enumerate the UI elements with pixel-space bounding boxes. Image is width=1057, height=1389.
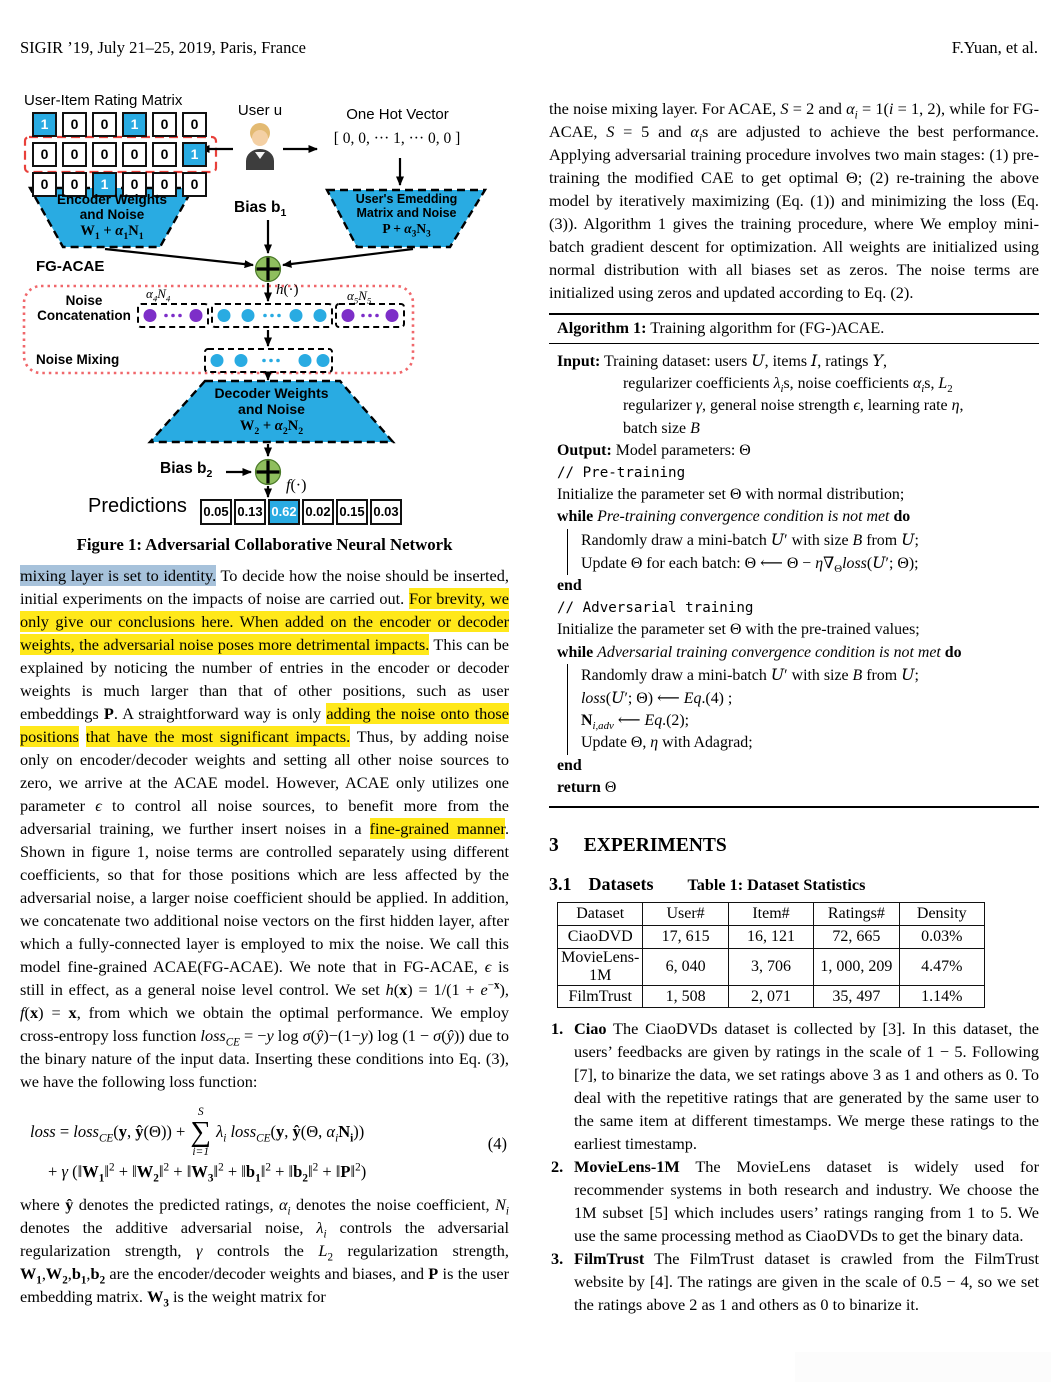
one-hot-label: One Hot Vector: [346, 106, 449, 123]
noise-dot: [269, 359, 273, 363]
bias1-label: Bias $b_1$: [234, 199, 287, 220]
dataset-statistics-table: [557, 902, 985, 1008]
f-function-label: f(·): [286, 477, 307, 494]
noise-dot: [361, 314, 365, 318]
matrix-cell: 0: [122, 142, 147, 167]
matrix-cell: 0: [32, 142, 57, 167]
section-heading-3-1: 3.1 Datasets: [549, 874, 654, 895]
matrix-cell: 0: [122, 172, 147, 197]
decoder-box-label: Decoder Weights and Noise $W_2 + \alpha_2N_2$: [214, 385, 329, 437]
algorithm-1-box: [549, 313, 1039, 808]
fg-acae-label: FG-ACAE: [36, 258, 105, 275]
table-cell: 3, 706: [728, 948, 813, 985]
noise-circle: [314, 309, 327, 322]
algorithm-line: batch size B: [623, 419, 700, 437]
matrix-cell: 1: [92, 172, 117, 197]
noise-dot: [270, 314, 274, 318]
list-item: 1. Ciao The CiaoDVDs dataset is collected by [3]. In this dataset, the users’ feedbacks are given by ratings in the scale of 1 − 5. Following [7], to binarize the data, we set ratings above 3 as 1 and others as 0. To deal with the repetitive ratings that are generated by the same user to the same item at different timestamps. We merge these ratings to the earliest timestamp.: [551, 1019, 1039, 1154]
noise-circle: [242, 309, 255, 322]
table-row: [558, 985, 985, 1008]
table-cell: 0.03%: [899, 925, 984, 948]
algorithm-line: loss(U′; Θ) ⟵ Eq.(4) ;: [567, 687, 1039, 710]
matrix-cell: 0: [152, 112, 177, 137]
table-cell: 17, 615: [643, 925, 728, 948]
matrix-label: User-Item Rating Matrix: [24, 92, 183, 109]
algorithm-line: while Pre-training convergence condition is not met do: [557, 508, 911, 526]
noise-circle: [190, 309, 203, 322]
body-paragraph: mixing layer is set to identity. To decide how the noise should be inserted, initial experiments on the impacts of noise are carried out. For brevity, we only give our conclusions here. When added on the encoder or decoder weights, the adversarial noise poses more detrimental impacts. This can be explained by noticing the number of entries in the encoder or decoder weights is much larger than that of other positions, such as user embeddings P. A straightforward way is only adding the noise onto those positions that have the most significant impacts. Thus, by adding noise only on encoder/decoder weights and setting all other noise sources to zero, we arrive at the ACAE model. However, ACAE only utilizes one parameter ϵ to control all noise sources, to benefit more from the adversarial training, we further insert noises in a fine-grained manner. Shown in figure 1, noise terms are controlled separately using different coefficients, so that for those positions which are less affected by the adversarial noise, a larger noise coefficient should be applied. In addition, we concatenate two additional noise vectors on the first hidden layer, after which a fully-connected layer is employed to mix the noise. We call this model fine-grained ACAE(FG-ACAE). We note that in FG-ACAE, ϵ is still in effect, as a general noise level control. We set $h(x) = 1/(1 + e^{-x})$, f(x) = x, from which we obtain the optimal performance. We employ cross-entropy loss function loss$_{CE}$ = −y log σ(ŷ)−(1−y) log (1 − σ(ŷ)) due to the binary nature of the input data. Inserting these conditions into Eq. (3), we have the following loss function:: [20, 566, 510, 1091]
algorithm-line: Input: Training dataset: users U, items I, ratings Y,: [557, 351, 887, 370]
algorithm-line: Randomly draw a mini-batch U′ with size B from U;: [567, 529, 1039, 552]
predictions-label: Predictions: [88, 495, 187, 517]
noise-circle: [211, 354, 224, 367]
table-cell: 1.14%: [899, 985, 984, 1008]
table-cell: CiaoDVD: [558, 925, 643, 948]
table-cell: 1, 000, 209: [814, 948, 899, 985]
matrix-cell: 0: [62, 172, 87, 197]
table-header-cell: Ratings#: [814, 903, 899, 926]
noise-circle: [386, 309, 399, 322]
add-node-2: [256, 460, 281, 485]
algorithm-line: Randomly draw a mini-batch U′ with size B from U;: [567, 664, 1039, 687]
noise-circle: [144, 309, 157, 322]
algorithm-line: // Pre-training: [557, 465, 686, 482]
algorithm-line: Initialize the parameter set Θ with normal distribution;: [557, 486, 905, 504]
table-cell: MovieLens-1M: [558, 948, 643, 985]
algorithm-line: Initialize the parameter set Θ with the pre-trained values;: [557, 621, 920, 639]
noise-dot: [375, 314, 379, 318]
page-artifact: [795, 1352, 1051, 1382]
prediction-box: 0.02: [302, 499, 334, 525]
one-hot-vector: [ 0, 0, ··· 1, ··· 0, 0 ]: [333, 130, 461, 147]
right-column: [549, 92, 1039, 1316]
noise-concatenation-label: Noise Concatenation: [37, 293, 131, 323]
equation-4: [20, 1106, 509, 1185]
matrix-cell: 0: [92, 112, 117, 137]
bias2-label: Bias $b_2$: [160, 460, 213, 481]
algorithm-body: [549, 344, 1039, 799]
matrix-cell: 0: [92, 142, 117, 167]
list-item-number: 2.: [551, 1157, 564, 1177]
list-item-number: 3.: [551, 1249, 564, 1269]
running-header-left: SIGIR ’19, July 21–25, 2019, Paris, France: [20, 38, 306, 57]
table-cell: 4.47%: [899, 948, 984, 985]
user-avatar-icon: [246, 123, 274, 170]
noise-mixing-box: [205, 349, 332, 372]
prediction-box: 0.05: [200, 499, 232, 525]
figure-caption: Figure 1: Adversarial Collaborative Neural Network: [76, 535, 453, 554]
noise-dot: [263, 314, 267, 318]
table-caption: Table 1: Dataset Statistics: [687, 876, 866, 895]
table-cell: 72, 665: [814, 925, 899, 948]
noise-circles: [144, 309, 399, 367]
noise-circle: [299, 354, 312, 367]
table-cell: 2, 071: [728, 985, 813, 1008]
algorithm-line: while Adversarial training convergence condition is not met do: [557, 643, 962, 661]
table-cell: 35, 497: [814, 985, 899, 1008]
noise-dot: [262, 359, 266, 363]
arrow-encoder-to-add: [105, 249, 253, 265]
table-cell: FilmTrust: [558, 985, 643, 1008]
figure-1-diagram: [20, 92, 509, 533]
dataset-list: [549, 1017, 1039, 1316]
table-header-cell: Dataset: [558, 903, 643, 926]
matrix-cell: 1: [122, 112, 147, 137]
prediction-box: 0.03: [370, 499, 402, 525]
algorithm-line: regularizer γ, general noise strength ϵ, learning rate η,: [623, 397, 964, 415]
matrix-cell: 0: [62, 112, 87, 137]
body-paragraph: where ŷ denotes the predicted ratings, $\alpha_i$ denotes the noise coefficient, $N_i$ denotes the additive adversarial noise, $\lambda_i$ controls the adversarial regularization strength, γ controls the $L_2$ regularization strength, $W_1,W_2,b_1,b_2$ are the encoder/decoder weights and biases, and P is the user embedding matrix. $W_3$ is the weight matrix for: [20, 1194, 509, 1310]
noise-circle: [235, 354, 248, 367]
noise-dot: [178, 314, 182, 318]
summation-symbol: S ∑ i=1: [190, 1106, 212, 1159]
algorithm-line: return Θ: [557, 778, 617, 796]
list-item: 3. FilmTrust The FilmTrust dataset is crawled from the FilmTrust website by [4]. The ratings are given in the scale of 0.5 − 4, so we set the ratings above 2 as 1 and others as 0 to binarize it.: [551, 1249, 1039, 1315]
equation-lhs: loss = loss$_{CE}$(y, ŷ(Θ)) +: [30, 1122, 186, 1145]
arrow-embedding-to-add: [283, 249, 413, 265]
matrix-cell: 1: [32, 112, 57, 137]
algorithm-line: Update Θ for each batch: Θ ⟵ $\Theta - \eta\nabla_\Theta loss(U'$; Θ);: [567, 552, 1039, 575]
list-item: 2. MovieLens-1M The MovieLens dataset is widely used for recommender systems in both research and industry. We choose the 1M subset [5] which includes users’ ratings ranging from 1 to 5. We use the same processing method as CiaoDVDs to get the binary data.: [551, 1157, 1039, 1246]
table-row: [558, 925, 985, 948]
equation-number: (4): [487, 1133, 507, 1153]
table-header-cell: User#: [643, 903, 728, 926]
prediction-box: 0.62: [268, 499, 300, 525]
noise-circle: [342, 309, 355, 322]
noise-dot: [276, 359, 280, 363]
algorithm-line: Output: Model parameters: Θ: [557, 441, 751, 459]
left-column: [20, 92, 509, 1308]
embedding-box-label: User's Emedding Matrix and Noise $P + \alpha_3N_3$: [355, 192, 458, 239]
algorithm-line: end: [557, 577, 582, 595]
table-cell: 1, 508: [643, 985, 728, 1008]
noise-mixing-label: Noise Mixing: [36, 352, 120, 367]
noise-dot: [164, 314, 168, 318]
noise-circle: [218, 309, 231, 322]
noise-dot: [171, 314, 175, 318]
matrix-cell: 1: [182, 142, 207, 167]
matrix-cell: 0: [182, 112, 207, 137]
user-label: User u: [237, 102, 283, 119]
encoder-box-label: Encoder Weights and Noise $W_1 + \alpha_1N_1$: [56, 192, 168, 242]
section-heading-3: 3 EXPERIMENTS: [549, 835, 727, 857]
matrix-cell: 0: [182, 172, 207, 197]
table-row: [558, 948, 985, 985]
table-header-cell: Item#: [728, 903, 813, 926]
noise-dot: [368, 314, 372, 318]
table-cell: 16, 121: [728, 925, 813, 948]
matrix-cell: 0: [62, 142, 87, 167]
prediction-box: 0.13: [234, 499, 266, 525]
noise-circle: [317, 354, 330, 367]
alpha4-noise-label: $\alpha_4N_4$: [146, 286, 171, 304]
list-item-number: 1.: [551, 1019, 564, 1039]
algorithm-title: Algorithm 1: Training algorithm for (FG-)ACAE.: [549, 315, 1039, 344]
algorithm-line: Update Θ, η with Adagrad;: [567, 732, 1039, 754]
algorithm-line: // Adversarial training: [557, 600, 754, 617]
table-header-cell: Density: [899, 903, 984, 926]
h-function-label: h(·): [276, 282, 299, 298]
running-header-right: F.Yuan, et al.: [951, 38, 1038, 57]
matrix-cell: 0: [152, 142, 177, 167]
add-node-1: [256, 257, 281, 282]
matrix-cell: 0: [32, 172, 57, 197]
noise-circle: [290, 309, 303, 322]
equation-sum-term: $\lambda_i$ loss$_{CE}$(y, ŷ(Θ, $\alpha_iN_i$)): [216, 1122, 365, 1145]
algorithm-line: $N_{i,adv}$ ⟵ Eq.(2);: [567, 710, 1039, 732]
matrix-cell: 0: [152, 172, 177, 197]
prediction-box: 0.15: [336, 499, 368, 525]
algorithm-line: end: [557, 756, 582, 774]
algorithm-line: regularizer coefficients $\lambda_is$, noise coefficients $\alpha_is$, $L_2$: [623, 375, 953, 396]
table-cell: 6, 040: [643, 948, 728, 985]
alpha5-noise-label: $\alpha_5N_5$: [347, 288, 372, 306]
body-paragraph: the noise mixing layer. For ACAE, S = 2 and $\alpha_i = 1(i = 1$, 2), while for FG-ACAE, S = 5 and $\alpha_is$ are adjusted to achieve the best performance. Applying adversarial training procedure involves two main stages: (1) pre-training the modified CAE to get optimal Θ; (2) re-training the above model by iteratively maximizing (Eq. (1)) and minimizing the loss (Eq. (3)). Algorithm 1 gives the training procedure, where We employ mini-batch gradient descent for optimization. All weights are initialized using normal distribution with all biases set as zeros. The noise terms are initialized using zeros and updated according to Eq. (2).: [549, 99, 1039, 302]
noise-dot: [277, 314, 281, 318]
equation-reg-term: + γ ($‖W_1‖^2$ + $‖W_2‖^2$ + $‖W_3‖^2$ + $‖b_1‖^2$ + $‖b_2‖^2$ + ‖P‖$^2$): [48, 1161, 367, 1185]
